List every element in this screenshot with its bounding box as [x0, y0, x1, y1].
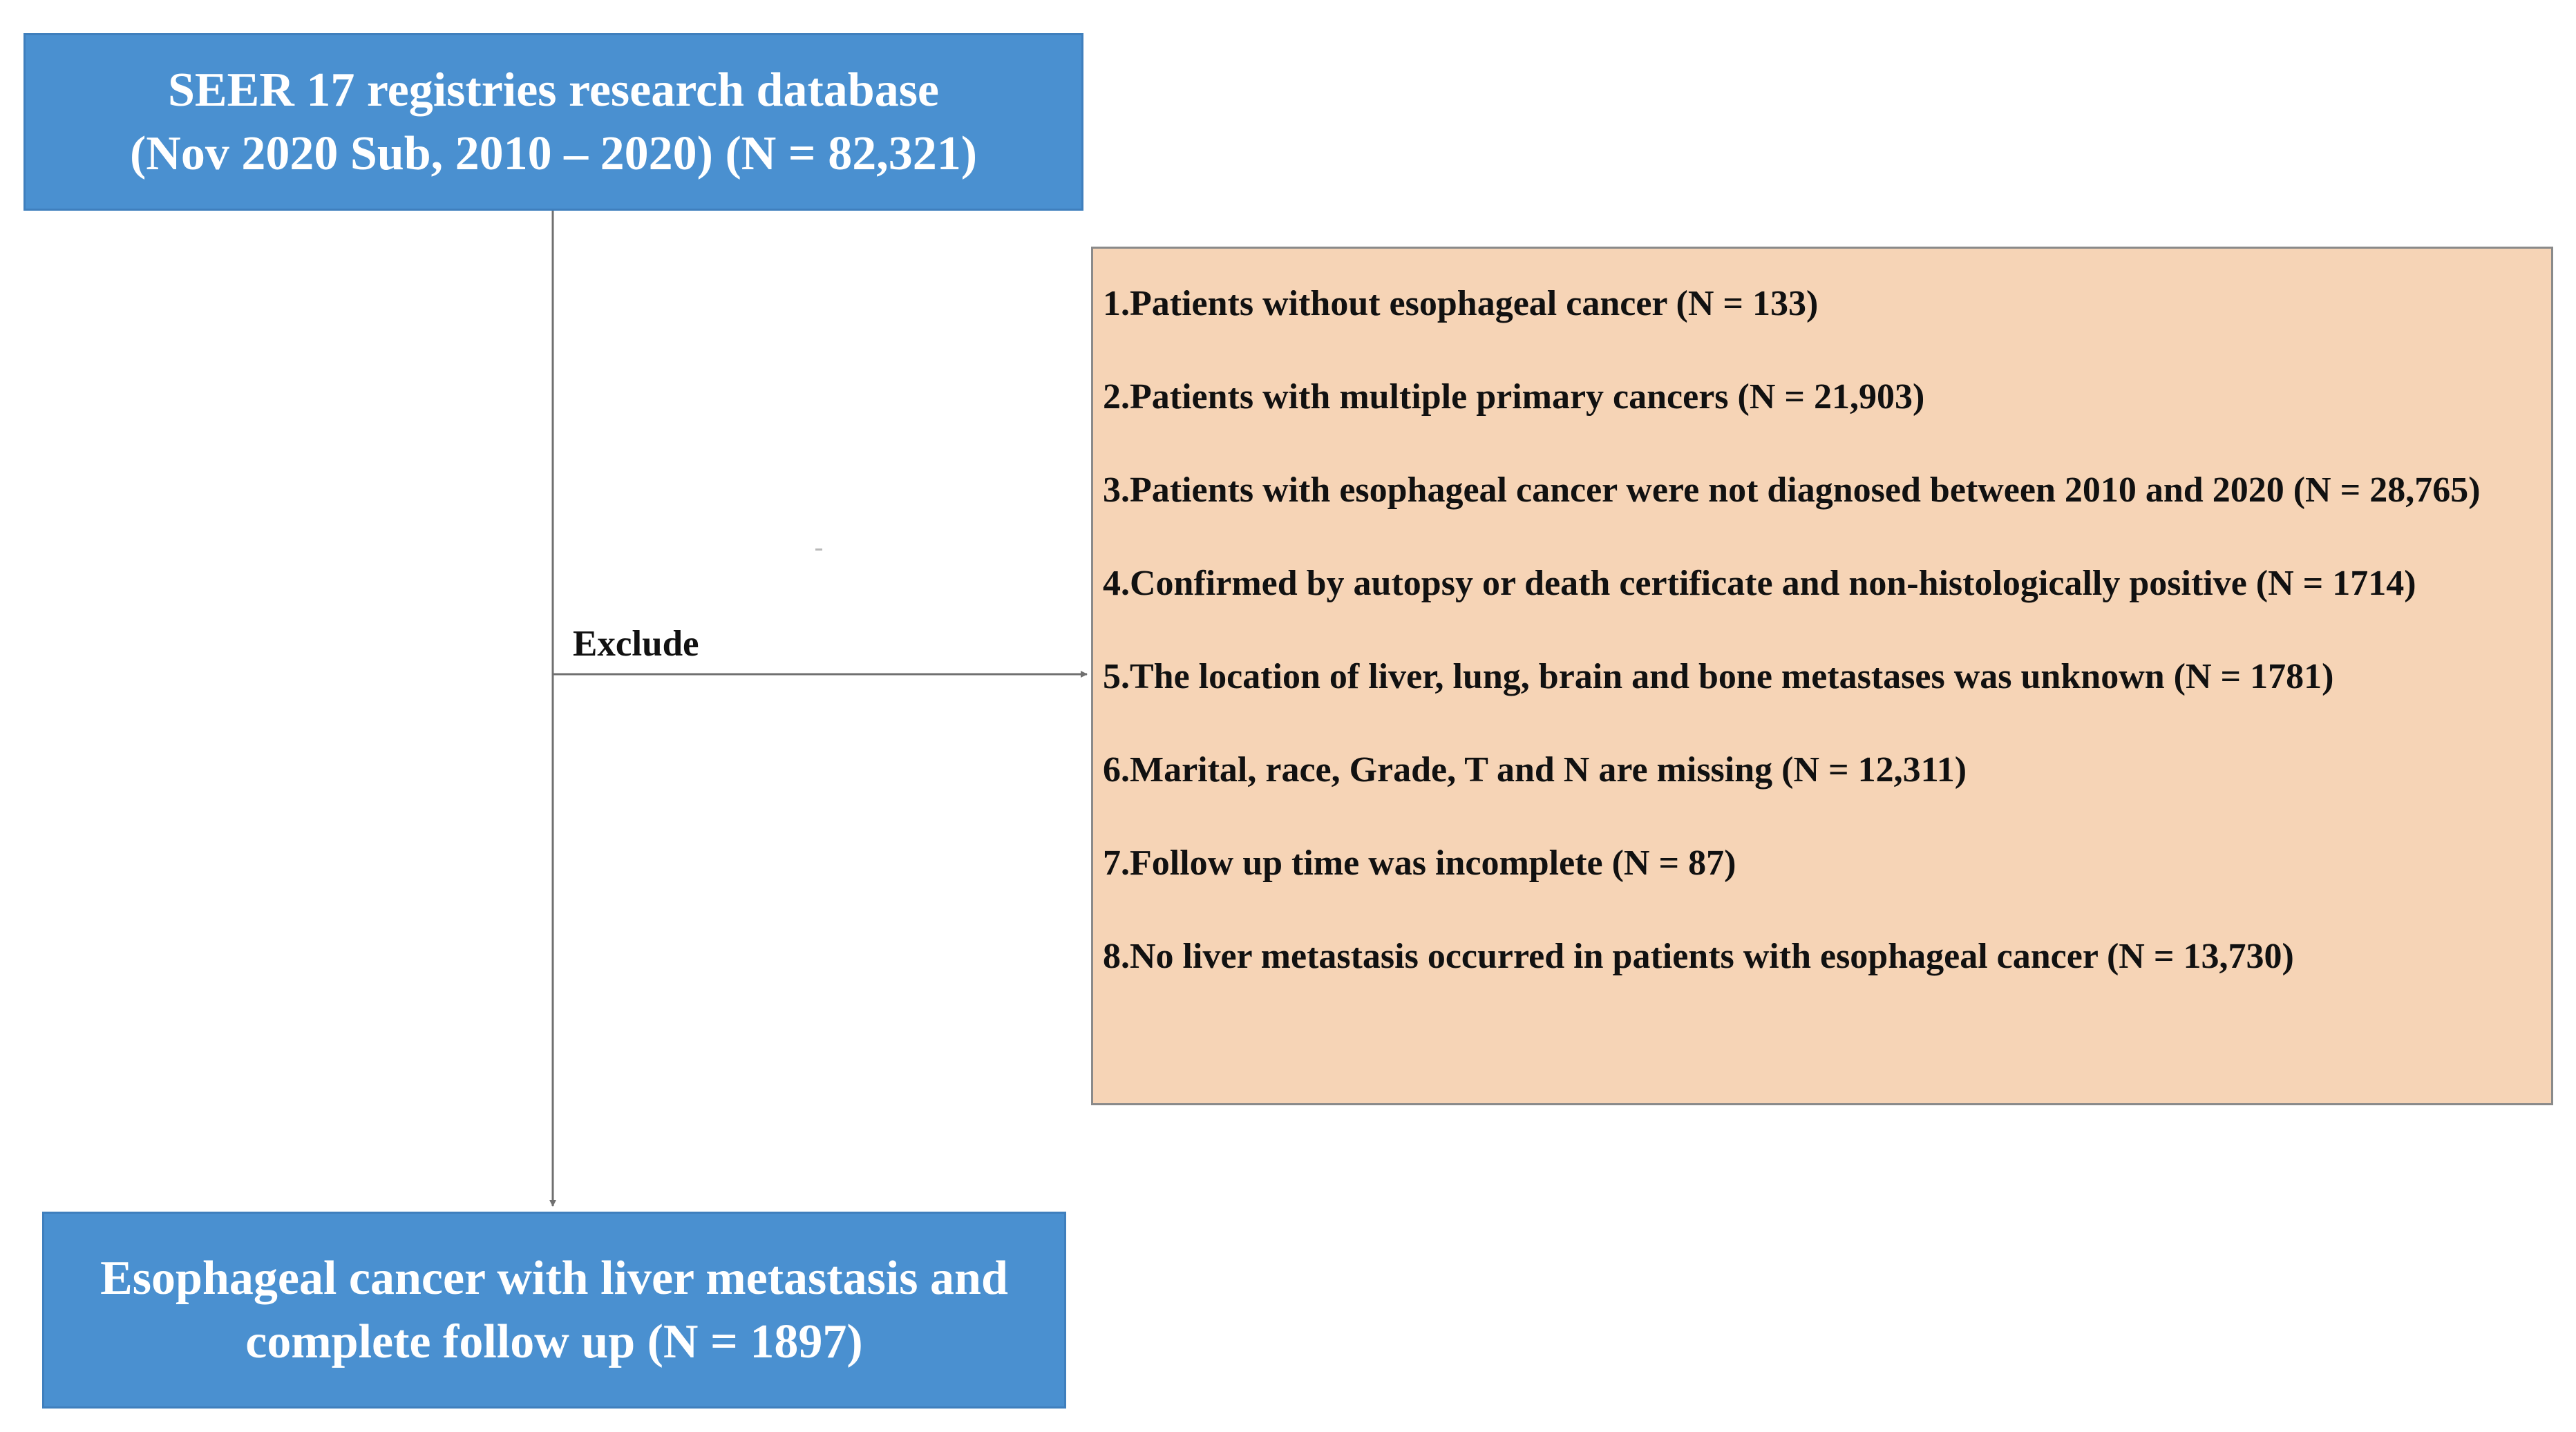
exclusion-item: 2.Patients with multiple primary cancers (N = 21,903) — [1103, 377, 1925, 417]
exclusion-item: 4.Confirmed by autopsy or death certificate and non-histologically positive (N = 1714) — [1103, 564, 2416, 603]
exclusion-item: 6.Marital, race, Grade, T and N are missing (N = 12,311) — [1103, 750, 1967, 790]
final-cohort-box — [42, 1212, 1066, 1409]
source-database-subtitle: (Nov 2020 Sub, 2010 – 2020) (N = 82,321) — [129, 126, 978, 180]
exclusion-item: 3.Patients with esophageal cancer were not diagnosed between 2010 and 2020 (N = 28,765) — [1103, 470, 2481, 510]
exclusion-item: 7.Follow up time was incomplete (N = 87) — [1103, 843, 1736, 883]
stray-mark — [815, 548, 822, 551]
exclude-label: Exclude — [573, 624, 699, 664]
source-database-title: SEER 17 registries research database — [167, 63, 940, 117]
exclusion-item: 8.No liver metastasis occurred in patients with esophageal cancer (N = 13,730) — [1103, 937, 2294, 976]
exclusion-item: 1.Patients without esophageal cancer (N = 133) — [1103, 284, 1819, 323]
exclusion-item: 5.The location of liver, lung, brain and bone metastases was unknown (N = 1781) — [1103, 657, 2334, 696]
final-cohort-line1: Esophageal cancer with liver metastasis and — [100, 1251, 1008, 1305]
final-cohort-line2: complete follow up (N = 1897) — [245, 1315, 863, 1368]
source-database-box — [23, 33, 1083, 211]
exclusion-list — [1093, 249, 2551, 1103]
exclusion-criteria-box — [1091, 247, 2553, 1105]
